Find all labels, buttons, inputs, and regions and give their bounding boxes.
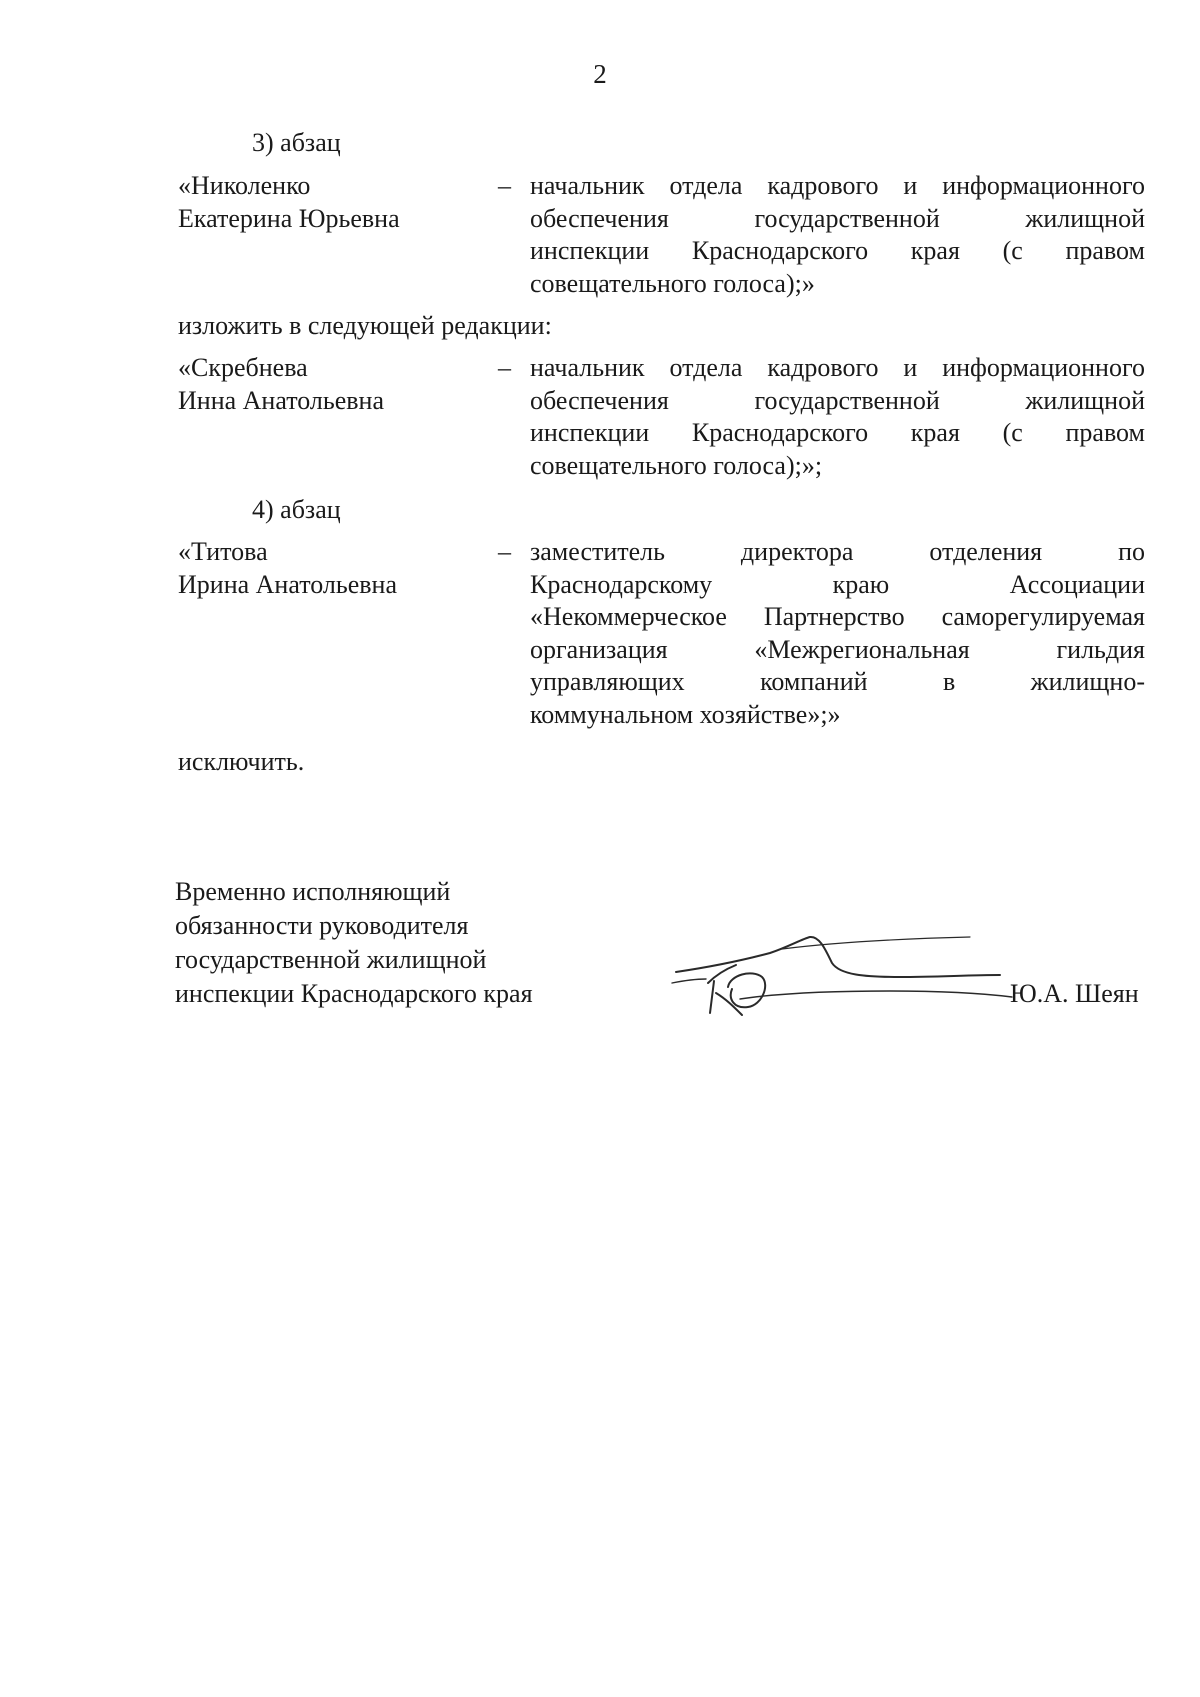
entry-old-name-line-2: Екатерина Юрьевна (178, 203, 400, 233)
signer-name: Ю.А. Шеян (1010, 979, 1139, 1008)
entry-old-description (530, 170, 1145, 300)
entry-old-member (178, 170, 1145, 302)
entry-new-desc-line-1: начальник отдела кадрового и информационного (530, 353, 1145, 382)
restate-instruction: изложить в следующей редакции: (178, 311, 552, 340)
entry-old-desc-line-1: начальник отдела кадрового и информационного (530, 171, 1145, 200)
entry-removed-desc-line-5: управляющих компаний в жилищно- (530, 667, 1145, 696)
entry-old-desc-line-3: инспекции Краснодарского края (с правом (530, 236, 1145, 265)
entry-removed-description (530, 536, 1145, 731)
page-number: 2 (593, 59, 607, 89)
entry-old-desc-line-2: обеспечения государственной жилищной (530, 203, 1145, 233)
entry-new-name-line-2: Инна Анатольевна (178, 385, 384, 415)
signatory-position-line-1: Временно исполняющий (175, 877, 451, 906)
entry-removed-name-line-2: Ирина Анатольевна (178, 569, 397, 599)
exclude-instruction: исключить. (178, 747, 305, 776)
handwritten-signature-icon (670, 925, 1030, 1020)
entry-removed-name-line-1: «Титова (178, 537, 268, 566)
entry-new-desc-line-4: совещательного голоса);»; (530, 450, 823, 480)
signatory-position (175, 875, 533, 1011)
entry-removed-desc-line-4: организация «Межрегиональная гильдия (530, 634, 1145, 664)
signatory-position-line-4: инспекции Краснодарского края (175, 979, 533, 1008)
entry-removed-member (178, 536, 1145, 736)
entry-removed-desc-line-1: заместитель директора отделения по (530, 537, 1145, 566)
entry-new-desc-line-2: обеспечения государственной жилищной (530, 385, 1145, 415)
entry-old-dash: – (498, 171, 511, 200)
entry-old-name-line-1: «Николенко (178, 171, 311, 200)
entry-removed-desc-line-6: коммунальном хозяйстве»;» (530, 699, 841, 729)
entry-new-member (178, 352, 1145, 484)
signatory-position-line-3: государственной жилищной (175, 945, 487, 974)
entry-removed-desc-line-3: «Некоммерческое Партнерство саморегулируемая (530, 602, 1145, 631)
entry-new-description (530, 352, 1145, 482)
entry-removed-dash: – (498, 537, 511, 566)
entry-new-name-line-1: «Скребнева (178, 353, 308, 382)
item-3-heading: 3) абзац (252, 128, 341, 157)
item-4-heading: 4) абзац (252, 495, 341, 524)
entry-old-desc-line-4: совещательного голоса);» (530, 268, 815, 298)
entry-removed-desc-line-2: Краснодарскому краю Ассоциации (530, 569, 1145, 599)
entry-new-name (178, 352, 488, 417)
entry-old-name (178, 170, 488, 235)
entry-new-dash: – (498, 353, 511, 382)
entry-new-desc-line-3: инспекции Краснодарского края (с правом (530, 418, 1145, 447)
entry-removed-name (178, 536, 488, 601)
signatory-position-line-2: обязанности руководителя (175, 911, 469, 940)
